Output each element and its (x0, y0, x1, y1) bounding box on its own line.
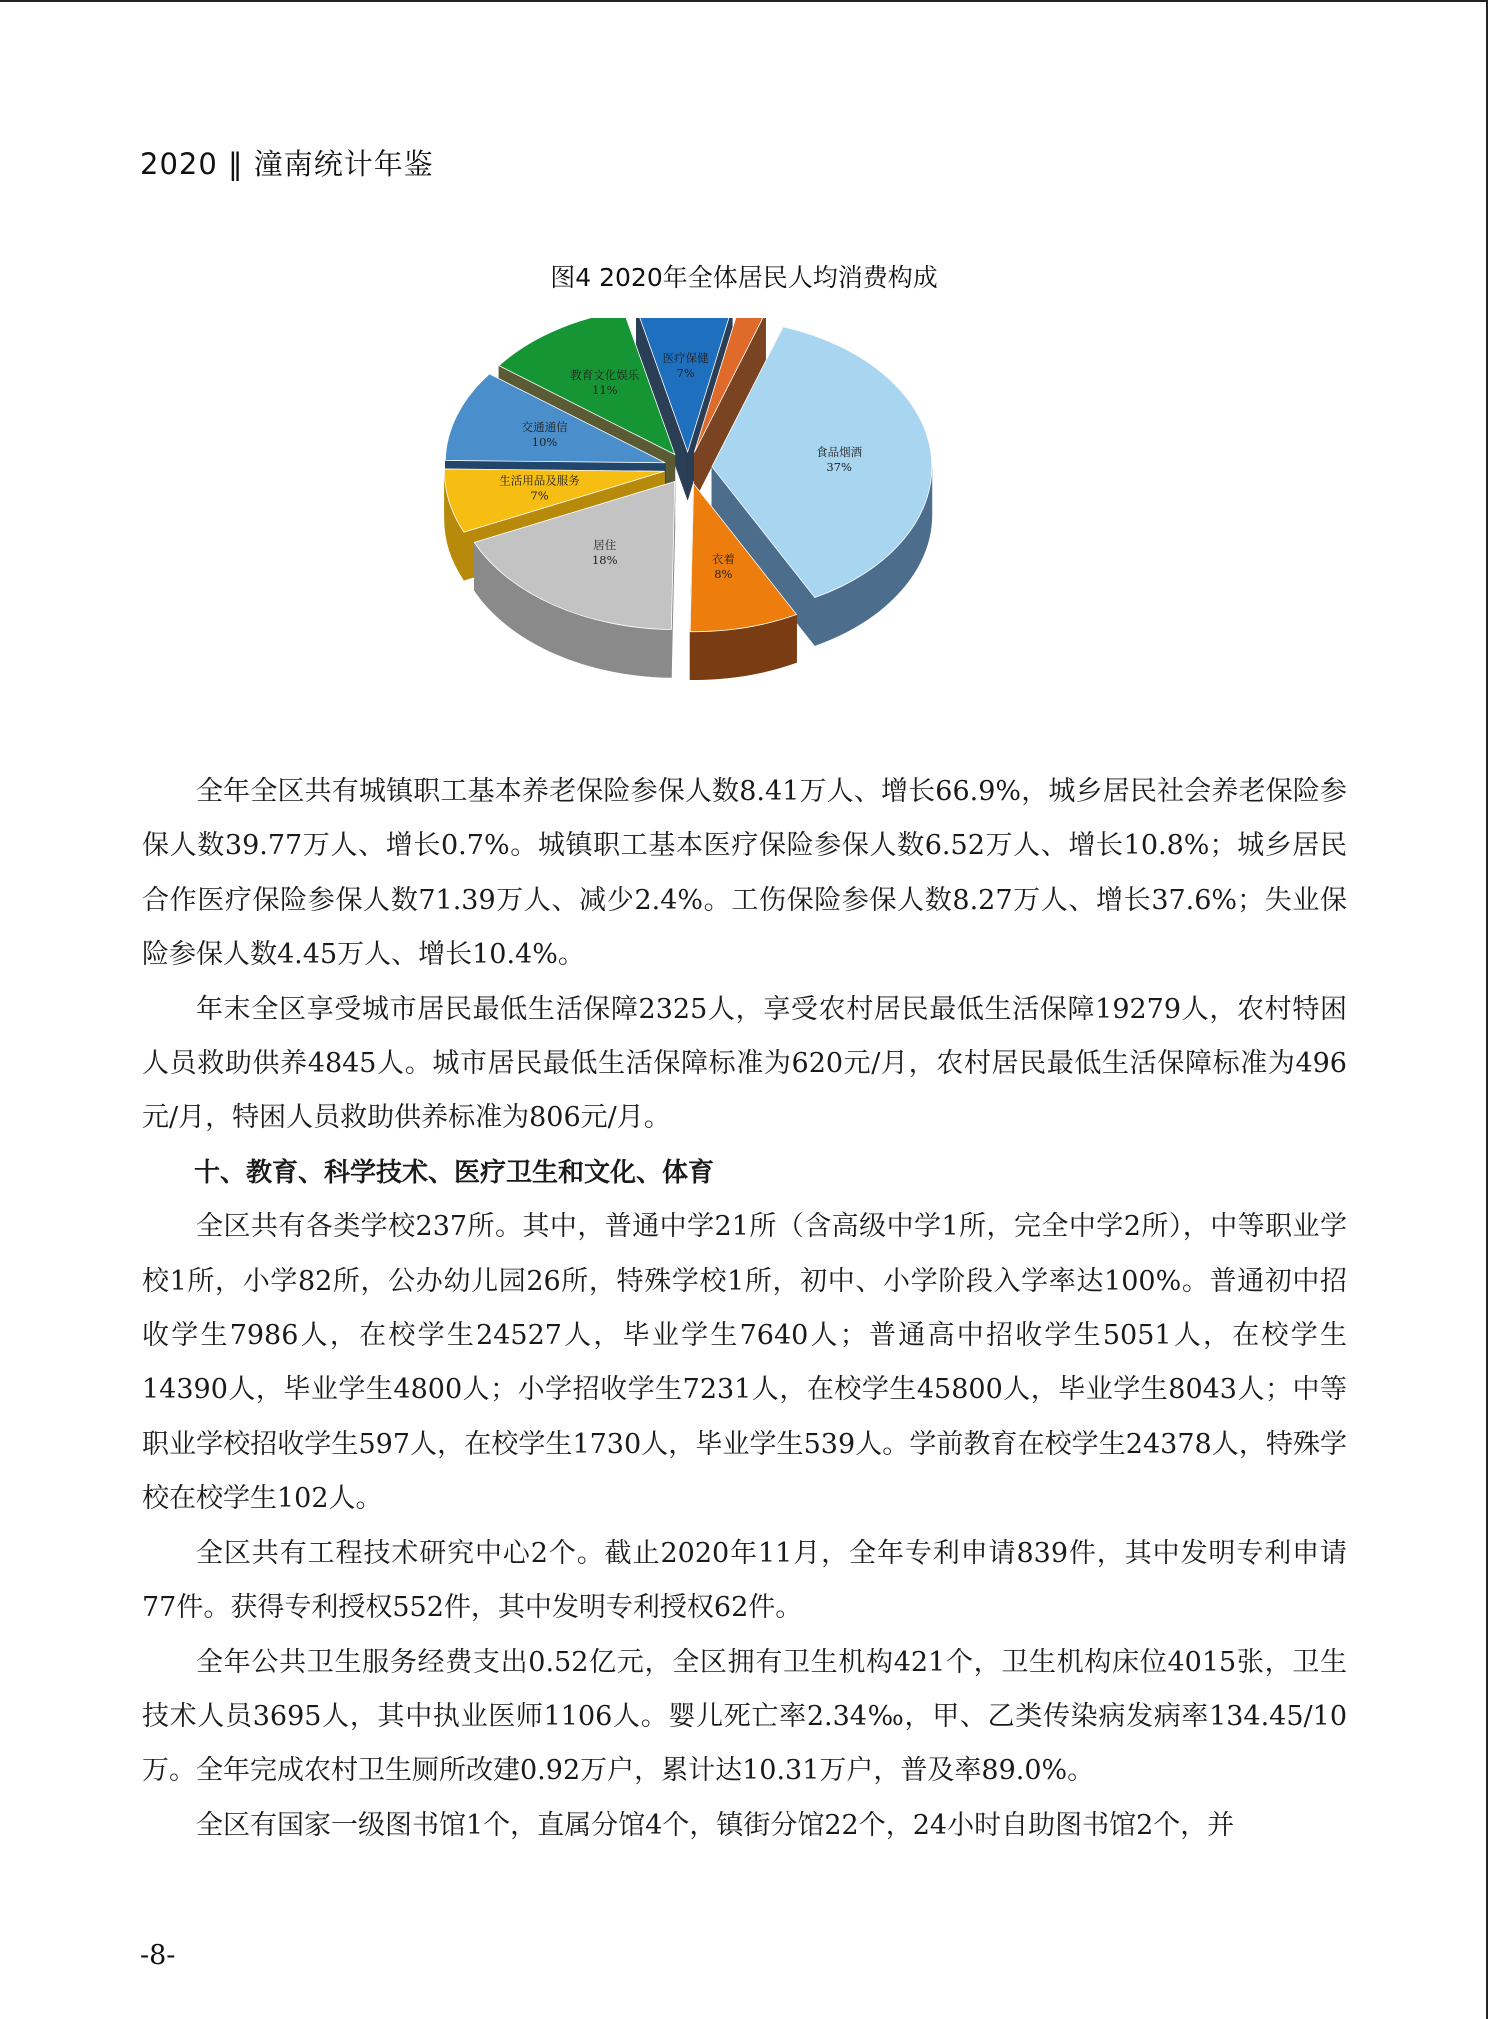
paragraph-technology: 全区共有工程技术研究中心2个。截止2020年11月，全年专利申请839件，其中发明专利申请77件。获得专利授权552件，其中发明专利授权62件。 (142, 1537, 1347, 1624)
slice-label: 医疗保健 (662, 351, 709, 366)
slice-value: 8% (714, 567, 733, 582)
figure-title: 图4 2020年全体居民人均消费构成 (550, 263, 938, 292)
paragraph-social-insurance: 全年全区共有城镇职工基本养老保险参保人数8.41万人、增长66.9%，城乡居民社会养老保险参保人数39.77万人、增长0.7%。城镇职工基本医疗保险参保人数6.52万人、增长10.8%；城乡居民合作医疗保险参保人数71.39万人、减少2.4%。工伤保险参保人数8.27万人、增长37.6%；失业保险参保人数4.45万人、增长10.4%。 (142, 776, 1347, 971)
page-number: -8- (140, 1940, 176, 1971)
paragraph-health: 全年公共卫生服务经费支出0.52亿元，全区拥有卫生机构421个，卫生机构床位4015张，卫生技术人员3695人，其中执业医师1106人。婴儿死亡率2.34‰，甲、乙类传染病发病率134.45/10万。全年完成农村卫生厕所改建0.92万户，累计达10.31万户，普及率89.0%。 (142, 1646, 1347, 1787)
slice-value: 11% (592, 382, 618, 397)
slice-value: 37% (826, 460, 852, 475)
running-head: 2020 ‖ 潼南统计年鉴 (140, 147, 434, 181)
section-heading-education: 十、教育、科学技术、医疗卫生和文化、体育 (194, 1157, 715, 1188)
pie-chart (370, 318, 1010, 718)
paragraph-schools: 全区共有各类学校237所。其中，普通中学21所（含高级中学1所，完全中学2所），中等职业学校1所，小学82所，公办幼儿园26所，特殊学校1所，初中、小学阶段入学率达100%。普通初中招收学生7986人，在校学生24527人，毕业学生7640人；普通高中招收学生5051人，在校学生14390人，毕业学生4800人；小学招收学生7231人，在校学生45800人，毕业学生8043人；中等职业学校招收学生597人，在校学生1730人，毕业学生539人。学前教育在校学生24378人，特殊学校在校学生102人。 (142, 1211, 1347, 1515)
slice-value: 18% (591, 553, 618, 568)
body-text (142, 765, 1347, 1853)
paragraph-minimum-living: 年末全区享受城市居民最低生活保障2325人，享受农村居民最低生活保障19279人，农村特困人员救助供养4845人。城市居民最低生活保障标准为620元/月，农村居民最低生活保障标准为496元/月，特困人员救助供养标准为806元/月。 (142, 993, 1347, 1134)
paragraph-libraries: 全区有国家一级图书馆1个，直属分馆4个，镇街分馆22个，24小时自助图书馆2个，并 (196, 1809, 1235, 1841)
slice-label: 生活用品及服务 (499, 473, 580, 488)
slice-label: 教育文化娱乐 (570, 367, 640, 382)
page-frame-top (0, 0, 1488, 2)
slice-label: 食品烟酒 (816, 445, 863, 460)
slice-label: 衣着 (711, 552, 735, 567)
slice-value: 7% (676, 366, 695, 381)
slice-value: 10% (531, 434, 558, 449)
slice-label: 交通通信 (521, 419, 568, 434)
slice-label: 居住 (593, 538, 617, 553)
slice-value: 7% (530, 488, 549, 503)
